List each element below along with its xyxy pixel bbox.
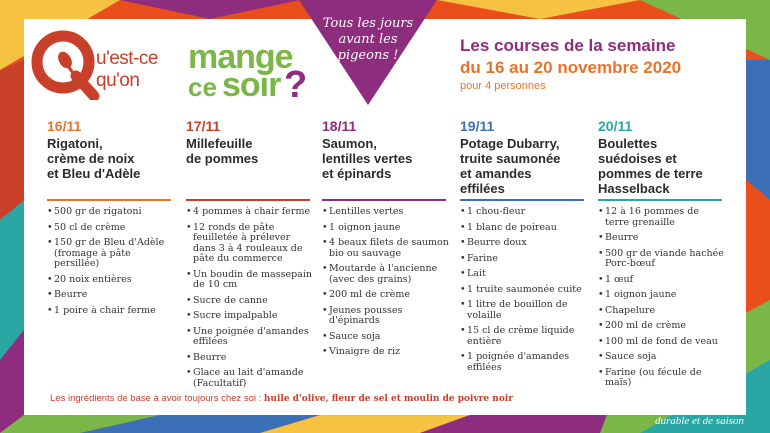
ingredient-item: • 500 gr de rigatoni <box>47 207 175 218</box>
day-divider <box>598 199 722 201</box>
ingredient-item: • 1 poire à chair ferme <box>47 306 175 317</box>
dish-title-line: de pommes <box>186 151 259 166</box>
ingredient-item: • 12 ronds de pâte feuilletée à prélever dans 3 à 4 rouleaux de pâte du commerce <box>186 223 314 265</box>
ingredient-item: • 15 cl de crème liquide entière <box>460 326 588 347</box>
dish-title-line: crème de noix <box>47 151 135 166</box>
pigeon-line: avant les <box>338 32 398 47</box>
ingredient-item: • Farine <box>460 254 588 265</box>
ingredient-item: • 1 œuf <box>598 275 726 286</box>
ingredient-item: • 200 ml de crème <box>598 321 726 332</box>
ingredient-item: • Sucre impalpable <box>186 311 314 322</box>
ingredient-item: • 1 chou-fleur <box>460 207 588 218</box>
hashtag-local: local <box>699 398 733 415</box>
ingredient-item: • 150 gr de Bleu d'Adèle (fromage à pâte persillée) <box>47 238 175 270</box>
ingredient-list <box>598 207 726 394</box>
day-column <box>47 118 171 181</box>
dish-title <box>322 136 446 181</box>
ingredient-item: • 100 ml de fond de veau <box>598 337 726 348</box>
ingredient-item: • 12 à 16 pommes de terre grenaille <box>598 207 726 228</box>
ingredient-item: • Sucre de canne <box>186 296 314 307</box>
pigeon-line: pigeons ! <box>337 48 399 63</box>
ingredient-item: • Beurre doux <box>460 238 588 249</box>
logo-soir: soir <box>222 66 281 104</box>
day-column <box>598 118 722 196</box>
dish-title-line: Boulettes <box>598 136 658 151</box>
dish-title <box>47 136 171 181</box>
ingredient-item: • 1 oignon jaune <box>322 223 450 234</box>
ingredient-item: • Beurre <box>47 290 175 301</box>
ingredient-item: • 1 oignon jaune <box>598 290 726 301</box>
ingredient-item: • Sauce soja <box>598 352 726 363</box>
ingredient-item: • 4 beaux filets de saumon bio ou sauvage <box>322 238 450 259</box>
day-divider <box>322 199 446 201</box>
day-date: 16/11 <box>47 118 82 134</box>
hashtag-je: jecuisine <box>644 398 700 415</box>
ingredient-item: • 1 blanc de poireau <box>460 223 588 234</box>
ingredient-item: • 20 noix entières <box>47 275 175 286</box>
week-title: Les courses de la semaine <box>460 36 676 55</box>
day-column <box>322 118 446 181</box>
day-date: 17/11 <box>186 118 221 134</box>
dish-title-line: Rigatoni, <box>47 136 103 151</box>
basic-ingredients-note <box>50 393 513 404</box>
ingredient-item: • Beurre <box>186 353 314 364</box>
servings-note: pour 4 personnes <box>460 80 546 92</box>
dish-title-line: et amandes <box>460 166 532 181</box>
dish-title-line: et Bleu d'Adèle <box>47 166 141 181</box>
dish-title-line: suédoises et <box>598 151 677 166</box>
ingredient-item: • 1 litre de bouillon de volaille <box>460 300 588 321</box>
ingredient-item: • Vinaigre de riz <box>322 347 450 358</box>
logo-q-icon <box>30 30 100 100</box>
ingredient-item: • 1 poignée d'amandes effilées <box>460 352 588 373</box>
logo-question-mark: ? <box>284 64 308 106</box>
ingredient-item: • Beurre <box>598 233 726 244</box>
dish-title-line: pommes de terre <box>598 166 703 181</box>
ingredient-item: • Farine (ou fécule de maïs) <box>598 368 726 389</box>
ingredient-item: • Lait <box>460 269 588 280</box>
ingredient-item: • Moutarde à l'ancienne (avec des grains) <box>322 264 450 285</box>
ingredient-list <box>186 207 314 394</box>
dish-title-line: truite saumonée <box>460 151 561 166</box>
note-lead: Les ingrédients de base à avoir toujours chez soi : <box>50 393 264 404</box>
day-date: 19/11 <box>460 118 495 134</box>
dish-title-line: et épinards <box>322 166 392 181</box>
ingredient-item: • Jeunes pousses d'épinards <box>322 306 450 327</box>
logo-ce: ce <box>188 72 217 102</box>
tagline: durable et de saison <box>655 415 744 427</box>
ingredient-item: • 1 truite saumonée cuite <box>460 285 588 296</box>
day-date: 18/11 <box>322 118 357 134</box>
day-date: 20/11 <box>598 118 633 134</box>
ingredient-item: • 50 cl de crème <box>47 223 175 234</box>
ingredient-item: • Une poignée d'amandes effilées <box>186 327 314 348</box>
dish-title <box>460 136 584 196</box>
dish-title <box>598 136 722 196</box>
dish-title-line: Hasselback <box>598 181 670 196</box>
day-divider <box>47 199 171 201</box>
note-ingredients: huile d'olive, fleur de sel et moulin de poivre noir <box>263 394 513 404</box>
dish-title-line: Saumon, <box>322 136 377 151</box>
pigeon-slogan <box>318 16 418 64</box>
ingredient-item: • Lentilles vertes <box>322 207 450 218</box>
ingredient-list <box>322 207 450 363</box>
ingredient-item: • 4 pommes à chair ferme <box>186 207 314 218</box>
dish-title-line: Potage Dubarry, <box>460 136 560 151</box>
day-column <box>460 118 584 196</box>
dish-title <box>186 136 310 166</box>
logo-wordmark <box>96 36 326 116</box>
ingredient-item: • 500 gr de viande hachée Porc-bœuf <box>598 249 726 270</box>
ingredient-item: • 200 ml de crème <box>322 290 450 301</box>
pigeon-line: Tous les jours <box>322 16 414 31</box>
dish-title-line: effilées <box>460 181 505 196</box>
day-divider <box>186 199 310 201</box>
logo-line2: qu'on <box>96 70 140 91</box>
dish-title-line: Millefeuille <box>186 136 253 151</box>
week-dates: du 16 au 20 novembre 2020 <box>460 58 682 77</box>
ingredient-list <box>47 207 175 321</box>
dish-title-line: lentilles vertes <box>322 151 413 166</box>
ingredient-item: • Un boudin de massepain de 10 cm <box>186 270 314 291</box>
day-divider <box>460 199 584 201</box>
ingredient-item: • Chapelure <box>598 306 726 317</box>
ingredient-item: • Glace au lait d'amande (Facultatif) <box>186 368 314 389</box>
hash-symbol: # <box>636 398 645 415</box>
hashtag-jecuisinelocal <box>636 398 732 415</box>
logo-mange: mange <box>188 38 293 76</box>
ingredient-item: • Sauce soja <box>322 332 450 343</box>
ingredient-list <box>460 207 588 378</box>
logo-line1: u'est-ce <box>96 48 158 69</box>
day-column <box>186 118 310 166</box>
